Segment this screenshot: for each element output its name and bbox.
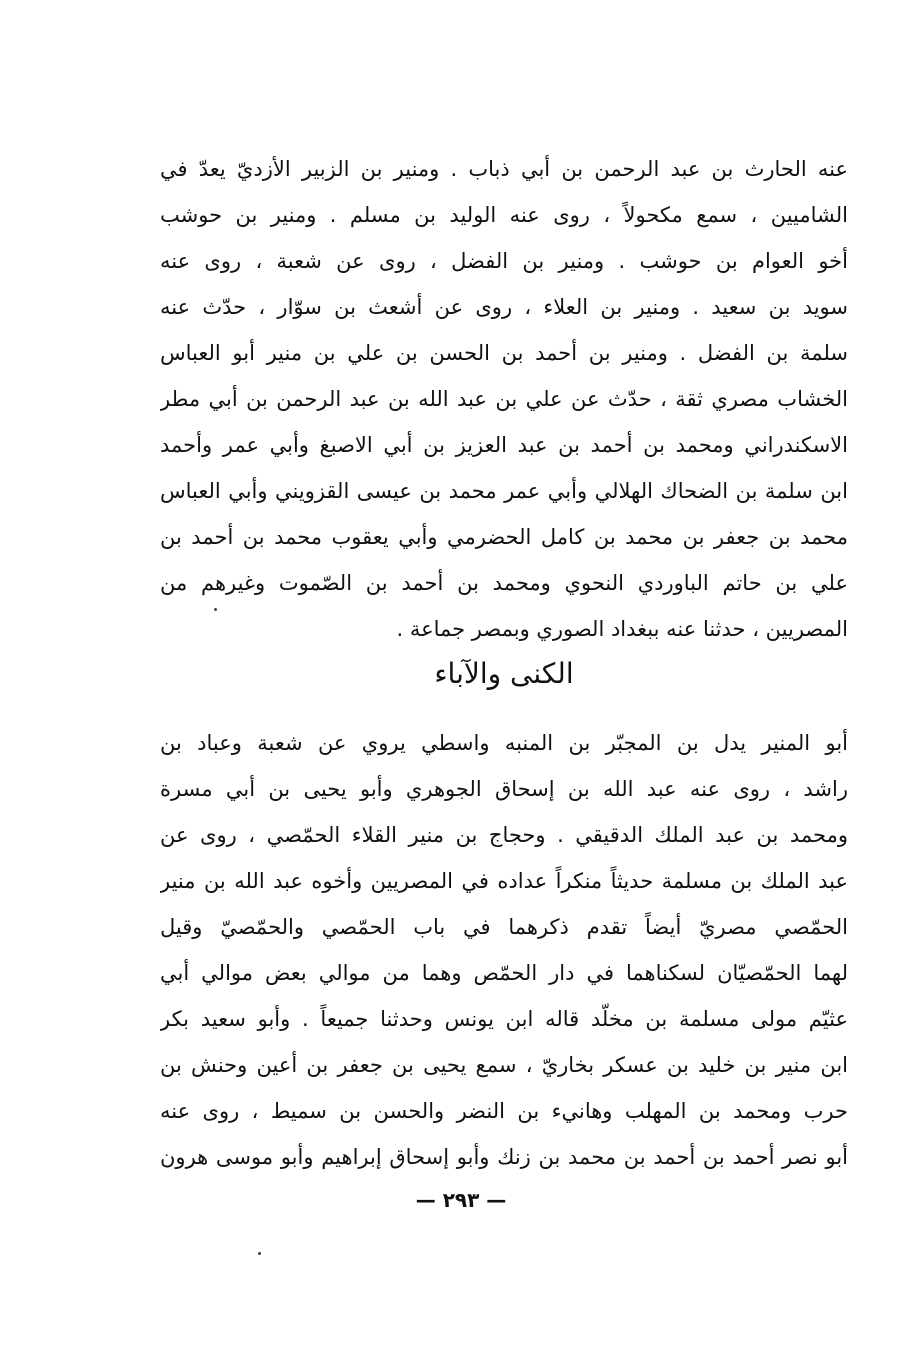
text-line: أبو المنير يدل بن المجبّر بن المنبه واسطي يروي عن شعبة وعباد بن	[160, 731, 848, 755]
text-line: الشاميين ، سمع مكحولاً ، روى عنه الوليد بن مسلم . ومنير بن حوشب	[160, 203, 848, 227]
text-line: ابن سلمة بن الضحاك الهلالي وأبي عمر محمد بن عيسى القزويني وأبي العباس	[160, 479, 848, 503]
text-line: ومحمد بن عبد الملك الدقيقي . وحجاج بن منير القلاء الحمّصي ، روى عن	[160, 823, 848, 847]
text-line: علي بن حاتم الباوردي النحوي ومحمد بن أحمد بن الصّموت وغيرهم من	[160, 571, 848, 595]
scan-speck	[258, 1252, 261, 1255]
text-line: عنه الحارث بن عبد الرحمن بن أبي ذباب . ومنير بن الزبير الأزديّ يعدّ في	[160, 157, 848, 181]
scan-speck	[214, 608, 217, 611]
text-line: أبو نصر أحمد بن أحمد بن محمد بن زنك وأبو إسحاق إبراهيم وأبو موسى هرون	[160, 1145, 848, 1169]
text-line: ابن منير بن خليد بن عسكر بخاريّ ، سمع يحيى بن جعفر بن أعين وحنش بن	[160, 1053, 848, 1077]
text-line: لهما الحمّصيّان لسكناهما في دار الحمّص وهما من موالي بعض موالي أبي	[160, 961, 848, 985]
text-line: سويد بن سعيد . ومنير بن العلاء ، روى عن أشعث بن سوّار ، حدّث عنه	[160, 295, 848, 319]
text-line: الاسكندراني ومحمد بن أحمد بن عبد العزيز بن أبي الاصبغ وأبي عمر وأحمد	[160, 433, 848, 457]
text-line: راشد ، روى عنه عبد الله بن إسحاق الجوهري وأبو يحيى بن أبي مسرة	[160, 777, 848, 801]
page-number: — ٢٩٣ —	[415, 1188, 507, 1212]
section-heading: الكنى والآباء	[434, 657, 574, 690]
text-line: عثيّم مولى مسلمة بن مخلّد قاله ابن يونس وحدثنا جميعاً . وأبو سعيد بكر	[160, 1007, 848, 1031]
text-line: عبد الملك بن مسلمة حديثاً منكراً عداده في المصريين وأخوه عبد الله بن منير	[160, 869, 848, 893]
text-line: الحمّصي مصريّ أيضاً تقدم ذكرهما في باب الحمّصي والحمّصيّ وقيل	[160, 915, 848, 939]
text-line: سلمة بن الفضل . ومنير بن أحمد بن الحسن بن علي بن منير أبو العباس	[160, 341, 848, 365]
paragraph-kuna-entries	[160, 720, 848, 1180]
text-line: أخو العوام بن حوشب . ومنير بن الفضل ، روى عن شعبة ، روى عنه	[160, 249, 848, 273]
text-line: حرب ومحمد بن المهلب وهانيء بن النضر والحسن بن سميط ، روى عنه	[160, 1099, 848, 1123]
paragraph-munir-entries	[160, 146, 848, 652]
text-line: المصريين ، حدثنا عنه ببغداد الصوري وبمصر جماعة .	[396, 617, 848, 641]
text-line: محمد بن جعفر بن محمد بن كامل الحضرمي وأبي يعقوب محمد بن أحمد بن	[160, 525, 848, 549]
text-line: الخشاب مصري ثقة ، حدّث عن علي بن عبد الله بن عبد الرحمن بن أبي مطر	[160, 387, 848, 411]
